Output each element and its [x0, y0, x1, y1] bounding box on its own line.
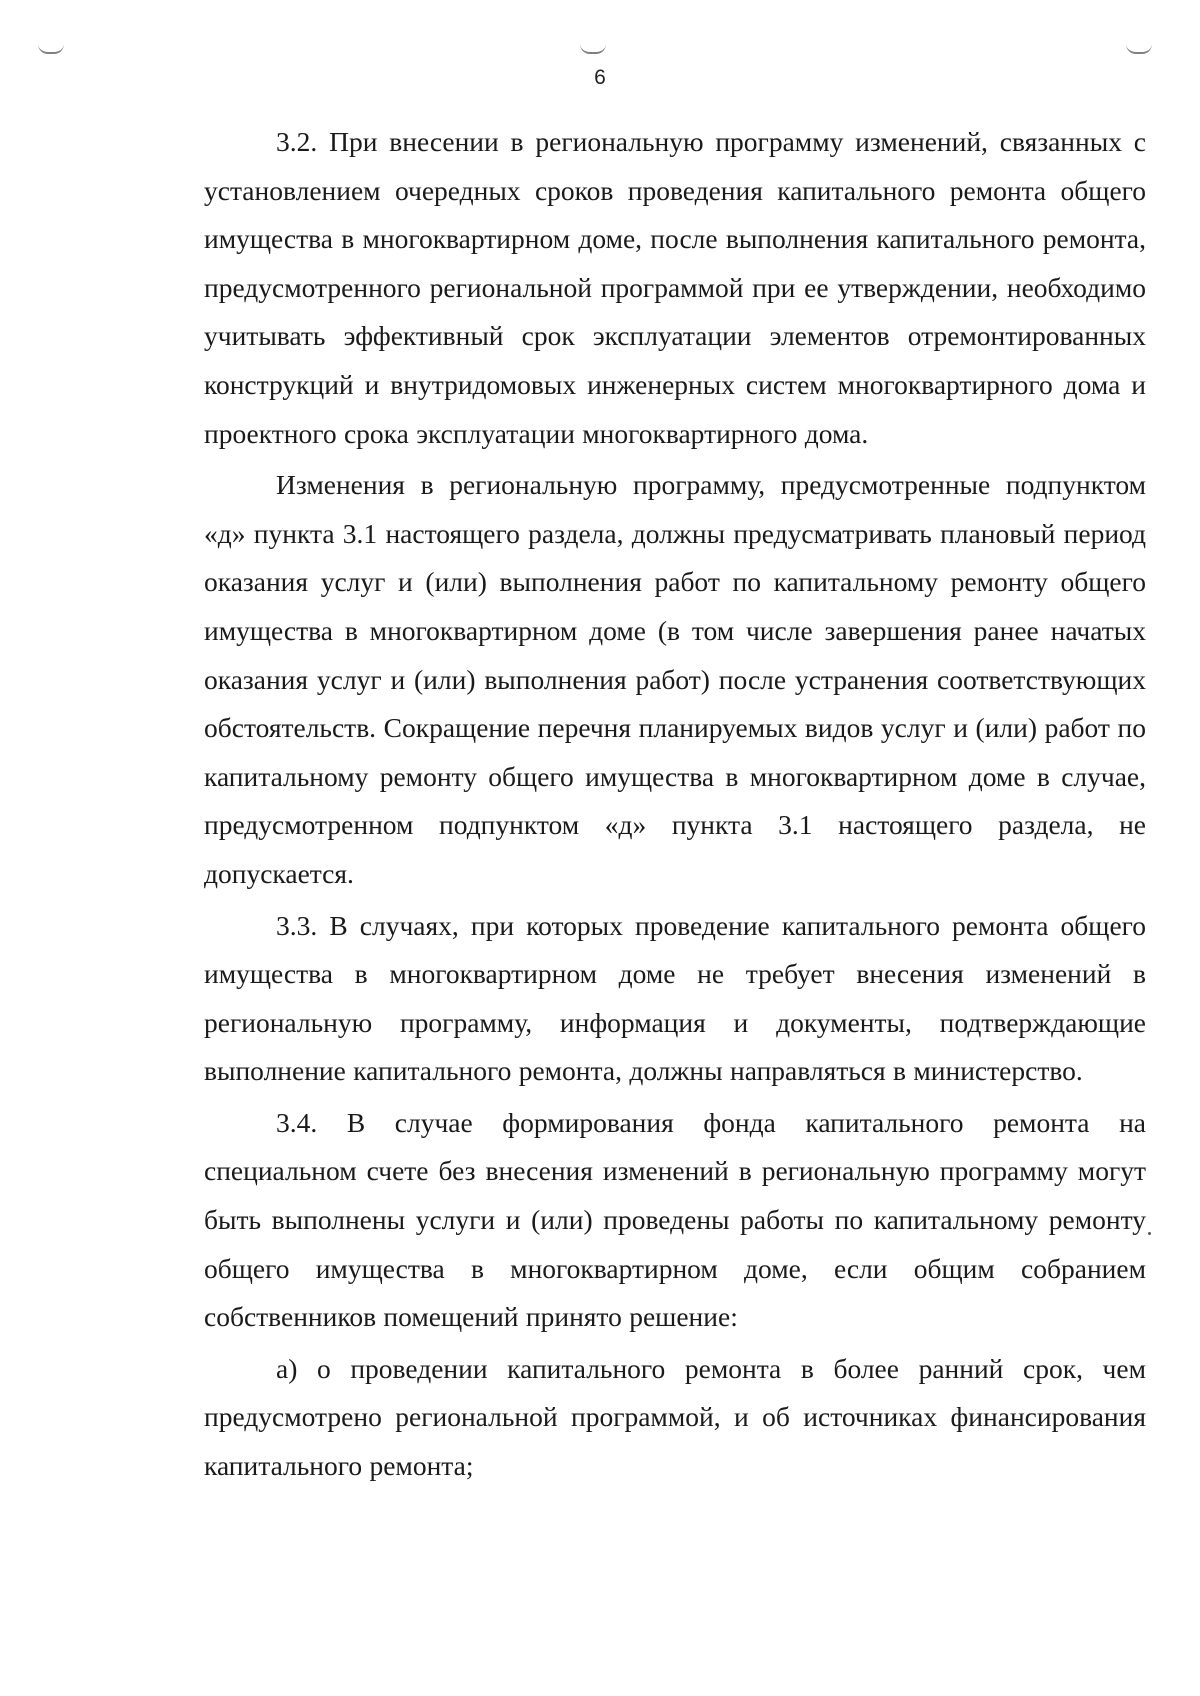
scan-mark-right [1126, 44, 1152, 54]
paragraph-3-3: 3.3. В случаях, при которых проведение капитального ремонта общего имущества в многоквартирном доме не требует внесения изменений в региональную программу, информация и документы, подтверждающие выполнение капитального ремонта, должны направляться в министерство. [204, 909, 1146, 1087]
page-number: 6 [594, 66, 606, 89]
scan-dot [1148, 1232, 1151, 1235]
paragraph-3-4: 3.4. В случае формирования фонда капитального ремонта на специальном счете без внесения изменений в региональную программу могут быть выполнены услуги и (или) проведены работы по капитальному ремонту общего имущества в многоквартирном доме, если общим собранием собственников помещений принято решение: [204, 1106, 1146, 1333]
paragraph-changes-subitem-d: Изменения в региональную программу, предусмотренные подпунктом «д» пункта 3.1 настоящего раздела, должны предусматривать плановый период оказания услуг и (или) выполнения работ по капитальному ремонту общего имущества в многоквартирном доме (в том числе завершения ранее начатых оказания услуг и (или) выполнения работ) после устранения соответствующих обстоятельств. Сокращение перечня планируемых видов услуг и (или) работ по капитальному ремонту общего имущества в многоквартирном доме в случае, предусмотренном подпунктом «д» пункта 3.1 настоящего раздела, не допускается. [204, 469, 1146, 889]
paragraph-3-2: 3.2. При внесении в региональную программу изменений, связанных с установлением очередных сроков проведения капитального ремонта общего имущества в многоквартирном доме, после выполнения капитального ремонта, предусмотренного региональной программой при ее утверждении, необходимо учитывать эффективный срок эксплуатации элементов отремонтированных конструкций и внутридомовых инженерных систем многоквартирного дома и проектного срока эксплуатации многоквартирного дома. [204, 126, 1146, 449]
paragraph-3-4-a: а) о проведении капитального ремонта в более ранний срок, чем предусмотрено региональной программой, и об источниках финансирования капитального ремонта; [204, 1352, 1146, 1482]
scan-mark-center [580, 44, 606, 54]
document-body [204, 118, 1146, 1494]
scan-mark-left [38, 44, 64, 54]
